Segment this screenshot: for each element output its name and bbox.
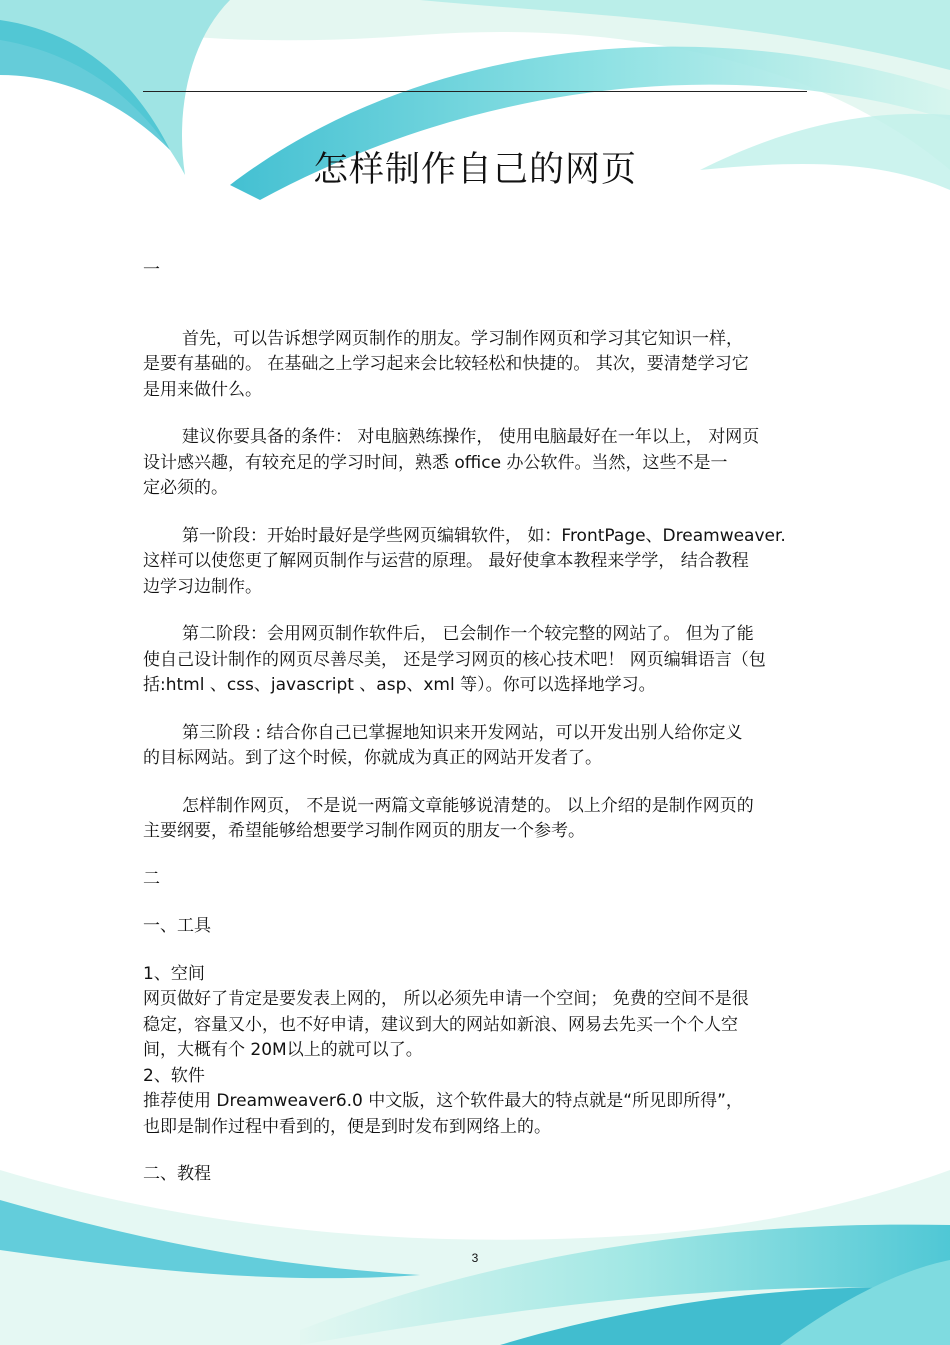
heading-space: 1、空间 [143, 963, 205, 984]
paragraph-intro: 首先，可以告诉想学网页制作的朋友。学习制作网页和学习其它知识一样， 是要有基础的。 在基础之上学习起来会比较轻松和快捷的。 其次，要清楚学习它 是用来做什么。 [143, 328, 749, 400]
paragraph-stage-one: 第一阶段：开始时最好是学些网页编辑软件， 如：FrontPage、Dreamweaver. 这样可以使您更了解网页制作与运营的原理。 最好使拿本教程来学学， 结合教程 边学习边制作。 [143, 525, 786, 597]
header-rule [143, 91, 807, 92]
section-marker-one: 一 [143, 260, 160, 280]
heading-tools: 一、工具 [143, 916, 211, 936]
paragraph-requirements: 建议你要具备的条件： 对电脑熟练操作， 使用电脑最好在一年以上， 对网页 设计感兴趣，有较充足的学习时间，熟悉 office 办公软件。当然，这些不是一 定必须的。 [143, 427, 760, 498]
heading-tutorial: 二、教程 [143, 1164, 211, 1184]
paragraph-stage-two: 第二阶段：会用网页制作软件后， 已会制作一个较完整的网站了。 但为了能 使自己设计制作的网页尽善尽美， 还是学习网页的核心技术吧！ 网页编辑语言（包 括:html 、css、javascript 、asp、xml 等）。你可以选择地学习。 [143, 624, 766, 695]
page-number: 3 [471, 1251, 479, 1265]
paragraph-summary: 怎样制作网页， 不是说一两篇文章能够说清楚的。 以上介绍的是制作网页的 主要纲要，希望能够给想要学习制作网页的朋友一个参考。 [143, 795, 754, 841]
page-title: 怎样制作自己的网页 [312, 150, 637, 190]
heading-software: 2、软件 [143, 1065, 205, 1086]
paragraph-software: 推荐使用 Dreamweaver6.0 中文版，这个软件最大的特点就是“所见即所得”， 也即是制作过程中看到的，便是到时发布到网络上的。 [143, 1091, 743, 1137]
section-marker-two: 二 [143, 868, 160, 889]
document-body [143, 258, 813, 1188]
paragraph-stage-three: 第三阶段 : 结合你自己已掌握地知识来开发网站，可以开发出别人给你定义 的目标网站。到了这个时候，你就成为真正的网站开发者了。 [143, 722, 743, 768]
paragraph-space: 网页做好了肯定是要发表上网的， 所以必须先申请一个空间； 免费的空间不是很 稳定，容量又小，也不好申请，建议到大的网站如新浪、网易去先买一个个人空 间，大概有个 20M以上的就可以了。 [143, 989, 749, 1060]
